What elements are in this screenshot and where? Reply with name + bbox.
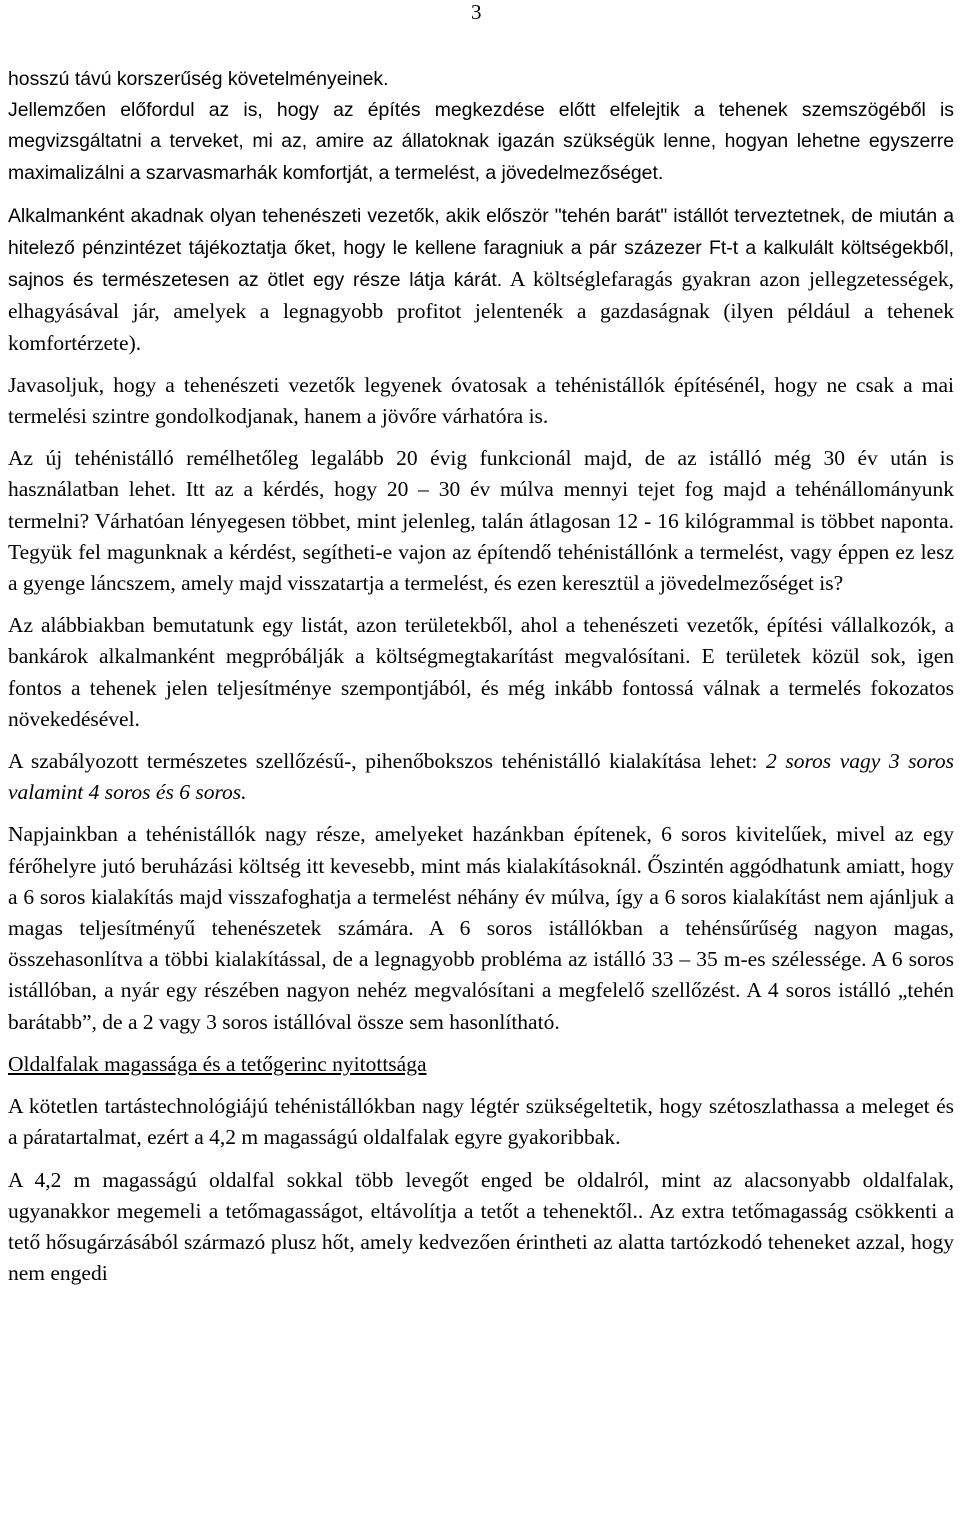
document-body xyxy=(8,64,954,1300)
paragraph-air-space: A kötetlen tartástechnológiájú tehénistállókban nagy légtér szükségeltetik, hogy szétoszlathassa a meleget és a páratartalmat, ezért a 4,2 m magasságú oldalfalak egyre gyakoribbak. xyxy=(8,1094,954,1150)
paragraph-sidewall-height: A 4,2 m magasságú oldalfal sokkal több levegőt enged be oldalról, mint az alacsonyabb oldalfalak, ugyanakkor megemeli a tetőmagasságot, eltávolítja a tetőt a tehenektől.. Az extra tetőmagasság csökkenti a tető hősugárzásából származó plusz hőt, amely kedvezően érintheti az alatta tartózkodó teheneket azzal, hogy nem engedi xyxy=(8,1167,954,1286)
paragraph-planning: Jellemzően előfordul az is, hogy az építés megkezdése előtt elfelejtik a tehenek szemszögéből is megvizsgáltatni a terveket, mi az, amire az állatoknak igazán szükségük lenne, hogyan lehetne egyszerre maximalizálni a szarvasmarhák komfortját, a termelést, a jövedelmezőséget. xyxy=(8,99,954,184)
paragraph-continuation: hosszú távú korszerűség követelményeinek. xyxy=(8,68,389,90)
paragraph-recommendation: Javasoljuk, hogy a tehenészeti vezetők legyenek óvatosak a tehénistállók építésénél, hogy ne csak a mai termelési szintre gondolkodjanak, hanem a jövőre várhatóra is. xyxy=(8,372,954,429)
paragraph-cost-cutting-sans: Alkalmanként akadnak olyan tehenészeti vezetők, akik először "tehén barát" istállót terveztetnek, de miután a hitelező pénzintézet tájékoztatja őket, hogy le kellene faragniuk a pár százezer Ft-t a kalkulált költségekből, sajnos és természetesen az ötlet egy része látja kárát. xyxy=(8,204,954,292)
paragraph-future-production: Az új tehénistálló remélhetőleg legalább 20 évig funkcionál majd, de az istálló még 30 év után is használatban lehet. Itt az a kérdés, hogy 20 – 30 év múlva mennyi tejet fog majd a tehénállományunk termelni? Várhatóan lényegesen többet, mint jelenleg, talán átlagosan 12 - 16 kilógrammal is többet naponta. Tegyük fel magunknak a kérdést, segítheti-e vajon az építendő tehénistállónk a termelést, vagy éppen ez lesz a gyenge láncszem, amely majd visszatartja a termelést, és ezen keresztül a jövedelmezőséget is? xyxy=(8,446,954,596)
section-heading: Oldalfalak magassága és a tetőgerinc nyitottsága xyxy=(8,1051,427,1076)
page-number: 3 xyxy=(471,0,482,24)
paragraph-cost-cutting-serif: A költséglefaragás gyakran azon jellegzetességek, elhagyásával jár, amelyek a legnagyobb profitot jelentenék a gazdaságnak (ilyen például a tehenek komfortérzete). xyxy=(8,267,954,355)
barn-layouts-italic: 2 soros vagy 3 soros valamint 4 soros és 6 soros. xyxy=(8,749,954,805)
paragraph-barn-layouts xyxy=(8,746,954,808)
barn-layouts-text: A szabályozott természetes szellőzésű-, pihenőbokszos tehénistálló kialakítása lehet: xyxy=(8,749,767,774)
paragraph-cost-cutting xyxy=(8,200,954,359)
paragraph-six-row-barns: Napjainkban a tehénistállók nagy része, amelyeket hazánkban építenek, 6 soros kivitelűek, mivel az egy férőhelyre jutó beruházási költség itt kevesebb, mint más kialakításoknál. Őszintén aggódhatunk amiatt, hogy a 6 soros kialakítás majd visszafoghatja a termelést néhány év múlva, így a 6 soros kialakítást nem ajánljuk a magas teljesítményű tehenészetek számára. A 6 soros istállókban a tehénsűrűség nagyon magas, összehasonlítva a többi kialakítással, de a legnagyobb probléma az istálló 33 – 35 m-es szélessége. A 6 soros istállóban, a nyár egy részében nagyon nehéz megvalósítani a megfelelő szellőzést. A 4 soros istálló „tehén barátabb”, de a 2 vagy 3 soros istállóval össze sem hasonlítható. xyxy=(8,822,954,1034)
paragraph-list-intro: Az alábbiakban bemutatunk egy listát, azon területekből, ahol a tehenészeti vezetők, építési vállalkozók, a bankárok alkalmanként megpróbálják a költségmegtakarítást megvalósítani. E területek közül sok, igen fontos a tehenek jelen teljesítménye szempontjából, és még inkább fontossá válnak a termelés fokozatos növekedésével. xyxy=(8,613,954,731)
